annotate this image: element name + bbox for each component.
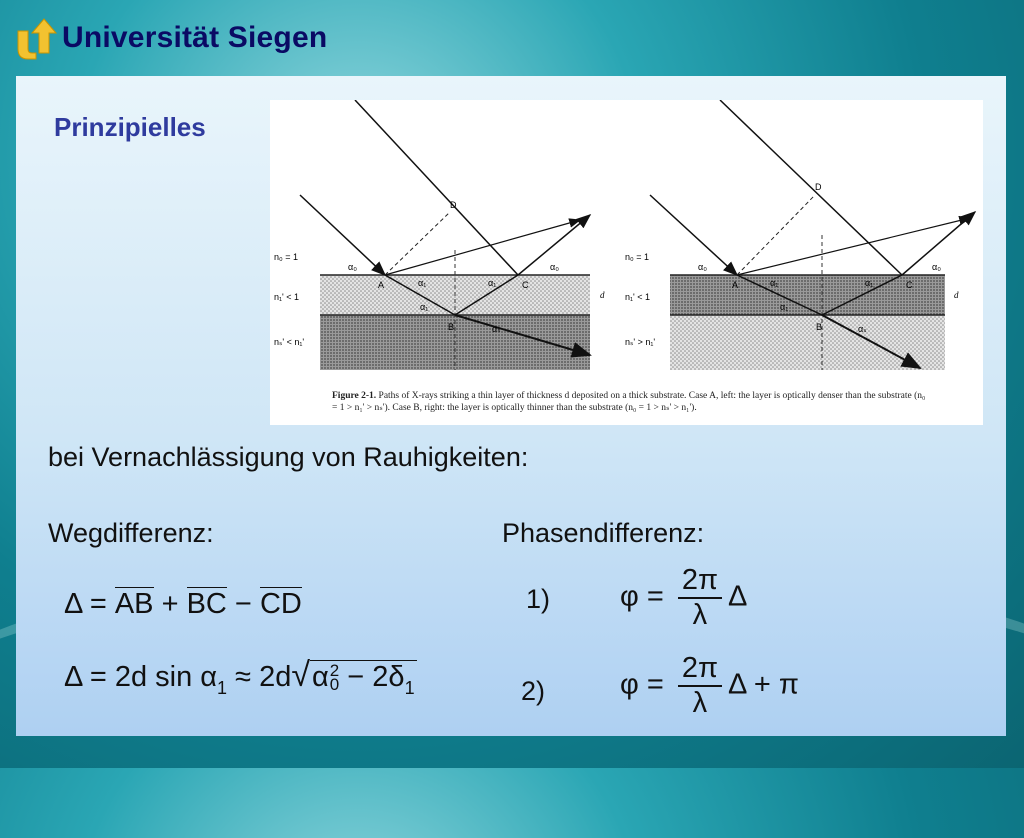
eq2-approx: ≈ 2d: [227, 661, 292, 693]
phase2-denominator: λ: [692, 687, 708, 719]
phase1-denominator: λ: [692, 599, 708, 631]
header: [14, 14, 327, 62]
eq2-sub1b: 1: [404, 678, 415, 698]
university-logo-icon: [14, 15, 60, 61]
slide-title: Prinzipielles: [54, 112, 206, 142]
diagram-right: [625, 100, 975, 370]
label-alpha1b-left: α₁: [488, 278, 497, 288]
label-C-left: C: [522, 280, 529, 290]
label-alpha1-left: α₁: [418, 278, 427, 288]
label-alpha1b-right: α₁: [865, 278, 874, 288]
sqrt-body: [310, 660, 417, 699]
label-alphas-left: αₛ: [492, 324, 501, 334]
phase2-tail: Δ + π: [728, 668, 799, 701]
label-n1-left: n₁' < 1: [274, 292, 300, 302]
label-C-right: C: [906, 280, 913, 290]
xray-diagram: [270, 100, 983, 390]
sqrt-expression: [291, 656, 416, 699]
path-difference-approximation: [64, 656, 417, 699]
label-ns-right: nₛ' > n₁': [625, 337, 656, 347]
figure-caption: [332, 390, 932, 414]
phase-equation-1: [620, 564, 747, 632]
label-alphas-right: αₛ: [858, 324, 867, 334]
eq1-lhs: Δ =: [64, 588, 115, 620]
label-alpha0b-left: α₀: [550, 262, 559, 272]
eq2-sub0: 0: [329, 675, 340, 695]
phase2-fraction: [678, 652, 722, 720]
figure-caption-text: Paths of X-rays striking a thin layer of thickness d deposited on a thick substrate. Case A, left: the layer is optically denser than the substrate (n₀ = 1 > n₁' > nₛ'). Case B, right: the layer is optically thinner than the substrate (n₀ = 1 > nₛ' > n₁').: [332, 391, 926, 413]
phase1-numerator: 2π: [678, 564, 722, 599]
label-alpha0b-right: α₀: [932, 262, 941, 272]
phase-difference-heading: Phasendifferenz:: [502, 518, 705, 548]
eq2-alpha: α: [312, 661, 329, 693]
phase-case-1-label: 1): [526, 584, 551, 614]
intro-text: bei Vernachlässigung von Rauhigkeiten:: [48, 442, 529, 472]
slide-panel: [16, 76, 1006, 736]
label-B-right: B: [816, 322, 823, 332]
label-n0-left: n₀ = 1: [274, 252, 299, 262]
label-alpha0-right: α₀: [698, 262, 707, 272]
eq1-plus: +: [153, 588, 187, 620]
label-D-right: D: [815, 182, 822, 192]
label-d-left: d: [600, 290, 605, 300]
segment-bc: BC: [186, 588, 227, 620]
university-name: Universität Siegen: [62, 21, 328, 54]
phase-case-2-label: 2): [521, 676, 546, 706]
phase1-tail: Δ: [728, 580, 748, 613]
label-n0-right: n₀ = 1: [625, 252, 650, 262]
eq2-supsub: [329, 661, 340, 695]
label-d-right: d: [954, 290, 959, 300]
path-difference-heading: Wegdifferenz:: [48, 518, 214, 548]
eq2-lhs: Δ = 2d sin α: [64, 661, 218, 693]
phase2-phi: φ =: [620, 668, 672, 701]
eq2-sub1: 1: [217, 678, 228, 698]
eq2-sup2: 2: [329, 661, 340, 681]
sqrt-icon: √: [291, 656, 311, 694]
label-alpha1-right: α₁: [770, 278, 779, 288]
path-difference-equation: [64, 588, 302, 621]
label-A-left: A: [378, 280, 385, 290]
label-A-right: A: [732, 280, 739, 290]
label-B-left: B: [448, 322, 455, 332]
eq1-minus: −: [226, 588, 260, 620]
label-D-left: D: [450, 200, 457, 210]
phase2-numerator: 2π: [678, 652, 722, 687]
label-alpha0-left: α₀: [348, 262, 357, 272]
segment-ab: AB: [114, 588, 154, 620]
label-alpha1c-left: α₁: [420, 302, 429, 312]
label-alpha1c-right: α₁: [780, 302, 789, 312]
eq2-minus: − 2δ: [339, 661, 405, 693]
segment-cd: CD: [259, 588, 302, 620]
label-n1-right: n₁' < 1: [625, 292, 651, 302]
figure-caption-label: Figure 2-1.: [332, 391, 377, 401]
label-ns-left: nₛ' < n₁': [274, 337, 305, 347]
phase1-phi: φ =: [620, 580, 672, 613]
phase-equation-2: [620, 652, 799, 720]
diagram-left: [274, 100, 605, 370]
xray-figure: [270, 100, 983, 425]
phase1-fraction: [678, 564, 722, 632]
